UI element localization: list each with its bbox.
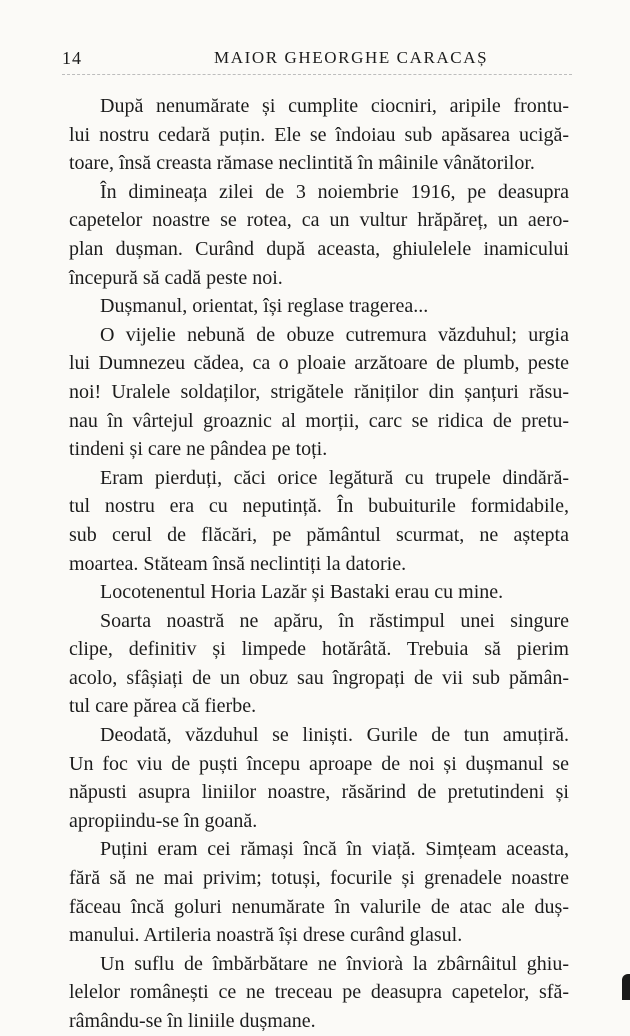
- body-text: [69, 92, 569, 1036]
- page-header: [62, 40, 582, 70]
- text-line: Un suflu de îmbărbătare ne înviorà la zbârnâitul ghiu-: [100, 952, 569, 975]
- text-line: În dimineața zilei de 3 noiembrie 1916, pe deasupra: [100, 180, 569, 203]
- text-line: apropiindu-se în goană.: [69, 809, 258, 832]
- text-line: Un foc viu de puști începu aproape de noi și dușmanul se: [69, 752, 569, 775]
- text-line: lelelor românești ce ne treceau pe deasupra capetelor, sfă-: [69, 981, 569, 1004]
- text-line: râmându-se în liniile dușmane.: [69, 1010, 316, 1032]
- text-line: făceau încă goluri nenumărate în valurile de atac ale duș-: [69, 895, 569, 918]
- text-line: noi! Uralele soldaților, strigătele răniților din șanțuri răsu-: [69, 380, 569, 403]
- text-line: Deodată, văzduhul se liniști. Gurile de tun amuțiră.: [100, 724, 569, 747]
- text-line: tindeni și care ne pândea pe toți.: [69, 438, 328, 461]
- page-number: 14: [62, 48, 82, 68]
- page-corner-mark: [622, 974, 630, 1000]
- text-line: tul care părea că fierbe.: [69, 695, 257, 718]
- text-line: moartea. Stăteam însă neclintiți la datorie.: [69, 552, 407, 575]
- text-line: manului. Artileria noastră își drese curând glasul.: [69, 924, 463, 947]
- text-line: năpusti asupra liniilor noastre, răsărind de pretutindeni și: [69, 781, 569, 804]
- text-line: fără să ne mai privim; totuși, focurile și grenadele noastre: [69, 867, 569, 890]
- text-line: lui Dumnezeu cădea, ca o ploaie arzătoare de plumb, peste: [69, 352, 569, 375]
- text-line: clipe, definitiv și limpede hotărâtă. Trebuia să pierim: [69, 638, 569, 661]
- text-line: nau în vârtejul groaznic al morții, carc se ridica de pretu-: [69, 409, 569, 432]
- text-line: Soarta noastră ne apăru, în răstimpul unei singure: [100, 609, 569, 632]
- text-line: Puțini eram cei rămași încă în viață. Simțeam aceasta,: [100, 838, 569, 861]
- text-line: Dușmanul, orientat, își reglase tragerea...: [100, 295, 429, 318]
- text-line: O vijelie nebună de obuze cutremura văzduhul; urgia: [100, 323, 569, 346]
- text-line: începură să cadă peste noi.: [69, 266, 283, 289]
- text-line: Eram pierduți, căci orice legătură cu trupele dindără-: [100, 466, 569, 489]
- text-line: lui nostru cedară puțin. Ele se îndoiau sub apăsarea ucigă-: [69, 123, 569, 146]
- text-line: După nenumărate și cumplite ciocniri, aripile frontu-: [100, 95, 569, 117]
- text-line: acolo, sfâșiați de un obuz sau îngropați de vii sub pămân-: [69, 666, 569, 689]
- running-title: MAIOR GHEORGHE CARACAȘ: [214, 48, 489, 67]
- text-line: capetelor noastre se rotea, ca un vultur hrăpăreț, un aero-: [69, 209, 569, 232]
- text-line: toare, însă creasta rămase neclintită în mâinile vânătorilor.: [69, 152, 535, 175]
- header-divider: [62, 74, 572, 75]
- text-line: Locotenentul Horia Lazăr și Bastaki erau cu mine.: [100, 581, 504, 604]
- text-line: sub cerul de flăcări, pe pământul scurmat, ne aștepta: [69, 523, 569, 546]
- text-line: plan dușman. Curând după aceasta, ghiulelele inamicului: [69, 237, 569, 260]
- text-line: tul nostru era cu neputință. În bubuiturile formidabile,: [69, 495, 569, 518]
